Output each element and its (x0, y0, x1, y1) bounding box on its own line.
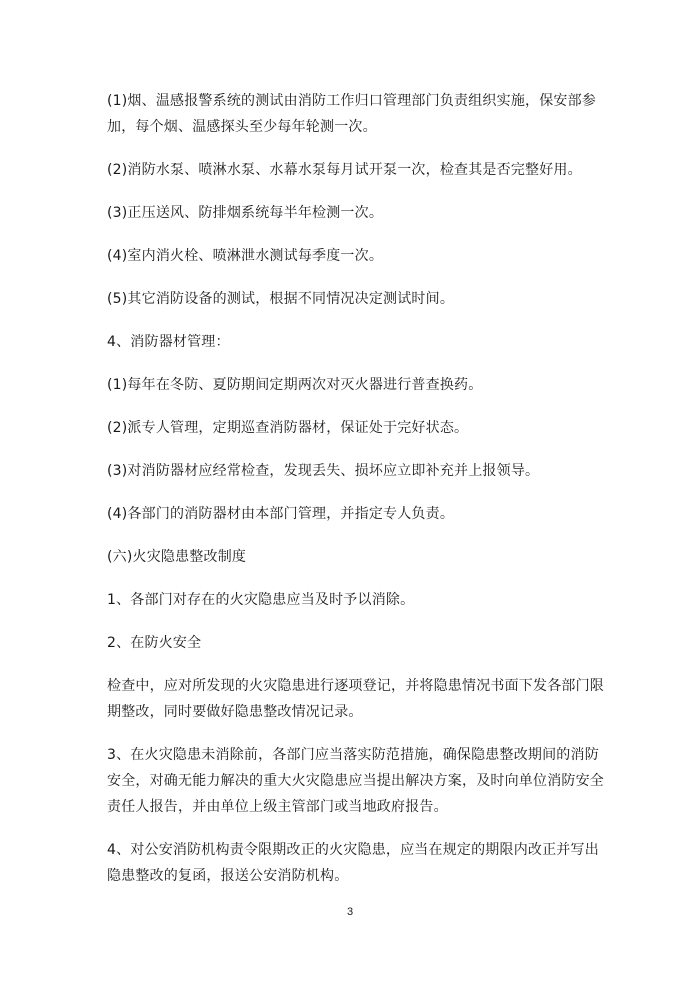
paragraph-ventilation-test: (3)正压送风、防排烟系统每半年检测一次。 (107, 205, 384, 221)
paragraph-department-responsibility: (4)各部门的消防器材由本部门管理，并指定专人负责。 (107, 506, 455, 522)
paragraph-other-equipment-test: (5)其它消防设备的测试，根据不同情况决定测试时间。 (107, 291, 455, 307)
paragraph-fire-safety: 2、在防火安全 (107, 635, 202, 651)
paragraph-extinguisher-check: (1)每年在冬防、夏防期间定期两次对灭火器进行普查换药。 (107, 377, 483, 393)
paragraph-eliminate-hazards: 1、各部门对存在的火灾隐患应当及时予以消除。 (107, 592, 415, 608)
section-heading-equipment-management: 4、消防器材管理： (107, 334, 230, 350)
paragraph-hydrant-test: (4)室内消火栓、喷淋泄水测试每季度一次。 (107, 248, 384, 264)
paragraph-dedicated-manager: (2)派专人管理，定期巡查消防器材，保证处于完好状态。 (107, 420, 469, 436)
paragraph-preventive-measures: 3、在火灾隐患未消除前，各部门应当落实防范措施，确保隐患整改期间的消防安全，对确无能力解决的重大火灾隐患应当提出解决方案，及时向单位消防安全责任人报告，并由单位上级主管部门或当地政府报告。 (107, 747, 604, 815)
paragraph-police-ordered-rectification: 4、对公安消防机构责令限期改正的火灾隐患，应当在规定的期限内改正并写出隐患整改的复函，报送公安消防机构。 (107, 842, 599, 884)
paragraph-inspection-record: 检查中，应对所发现的火灾隐患进行逐项登记，并将隐患情况书面下发各部门限期整改，同时要做好隐患整改情况记录。 (107, 678, 604, 720)
paragraph-pump-test: (2)消防水泵、喷淋水泵、水幕水泵每月试开泵一次，检查其是否完整好用。 (107, 162, 582, 178)
paragraph-regular-inspection: (3)对消防器材应经常检查，发现丢失、损坏应立即补充并上报领导。 (107, 463, 540, 479)
document-body (107, 88, 607, 906)
page-number: 3 (346, 906, 354, 918)
paragraph-smoke-heat-alarm-test: (1)烟、温感报警系统的测试由消防工作归口管理部门负责组织实施，保安部参加，每个烟、温感探头至少每年轮测一次。 (107, 93, 597, 135)
section-heading-hazard-rectification: (六)火灾隐患整改制度 (107, 549, 247, 565)
